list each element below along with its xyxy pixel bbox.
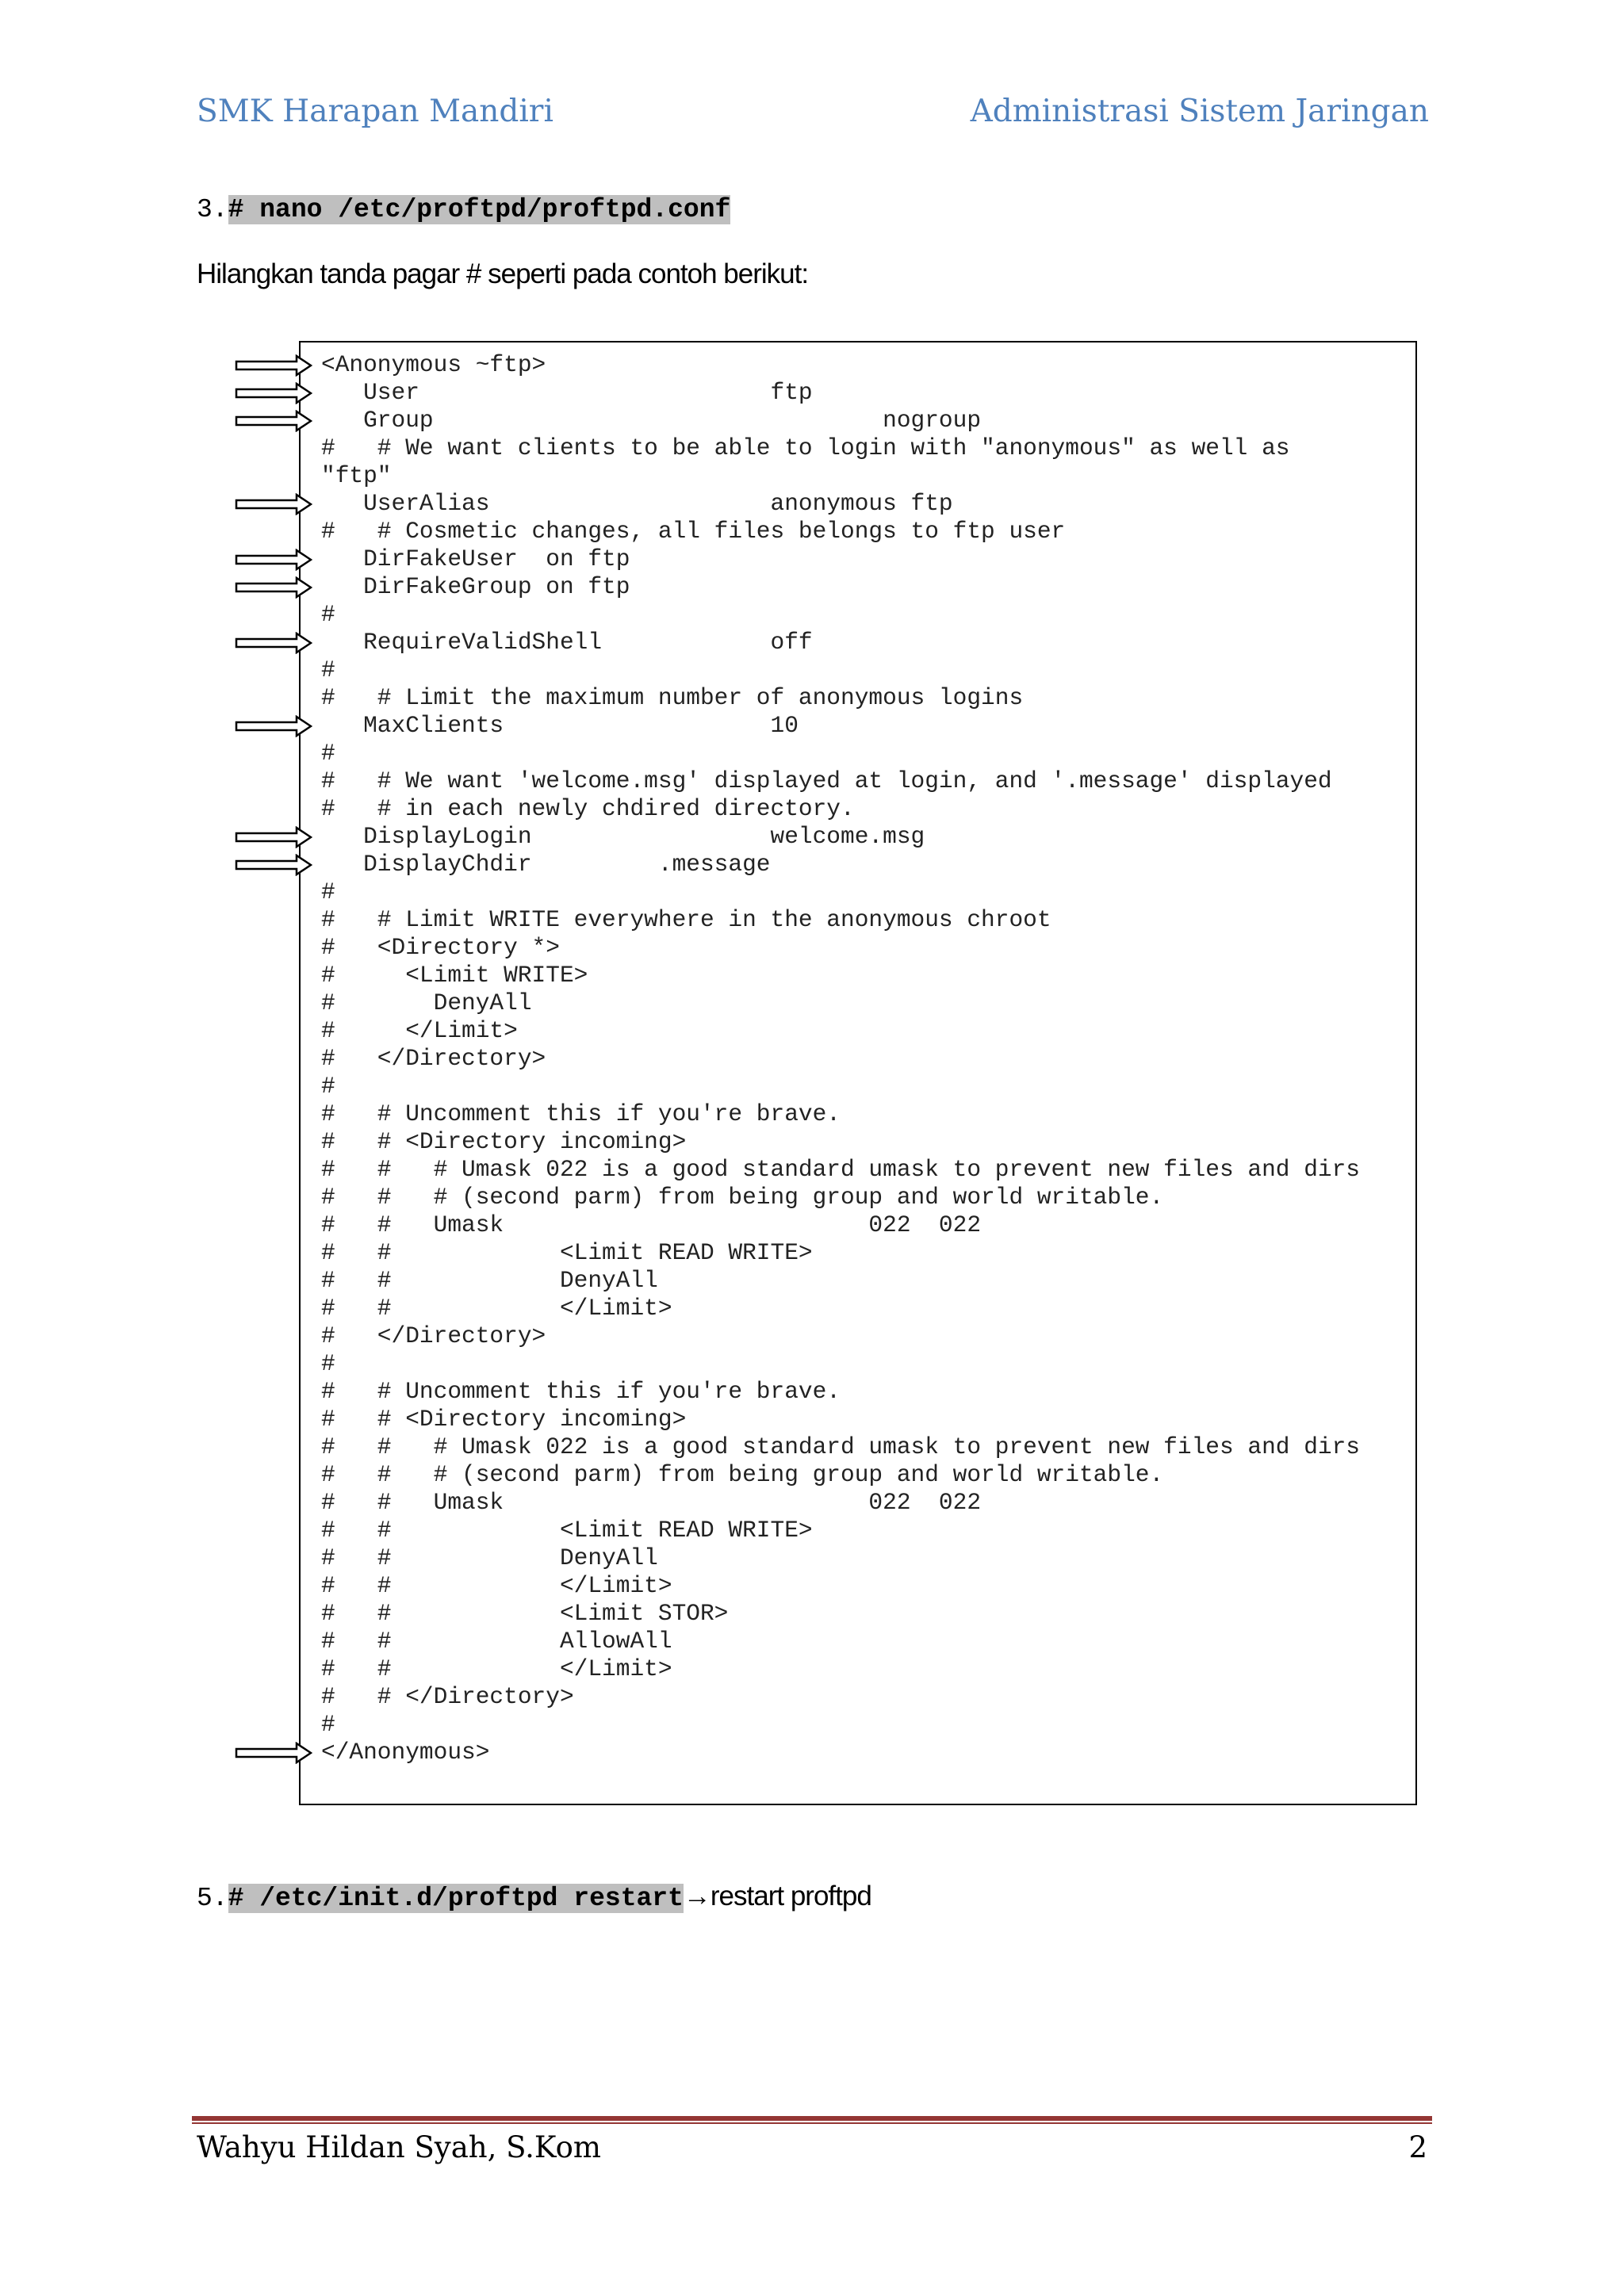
code-line: </Anonymous> xyxy=(321,1739,490,1766)
code-line: # # # (second parm) from being group and world writable. xyxy=(321,1461,1164,1488)
code-line: # # Umask 022 022 xyxy=(321,1489,982,1516)
header-subject: Administrasi Sistem Jaringan xyxy=(970,94,1429,129)
code-line: # </Limit> xyxy=(321,1017,518,1044)
arrow-right-icon xyxy=(235,493,312,515)
code-line: # xyxy=(321,1073,335,1100)
step-5-number: 5. xyxy=(197,1884,228,1913)
code-line: DirFakeUser on ftp xyxy=(321,545,630,572)
instruction-text: Hilangkan tanda pagar # seperti pada contoh berikut: xyxy=(197,258,809,289)
code-line: MaxClients 10 xyxy=(321,712,799,739)
code-line: # <Directory *> xyxy=(321,934,560,961)
code-line: # xyxy=(321,740,335,767)
step-5-command: # /etc/init.d/proftpd restart xyxy=(228,1884,684,1913)
code-line: "ftp" xyxy=(321,462,392,489)
code-line: # # Limit WRITE everywhere in the anonymous chroot xyxy=(321,906,1051,933)
code-line: # # </Limit> xyxy=(321,1572,672,1599)
code-line: # # <Directory incoming> xyxy=(321,1406,687,1433)
arrow-right-icon xyxy=(235,549,312,571)
code-line: # # </Limit> xyxy=(321,1295,672,1322)
code-line: # DenyAll xyxy=(321,989,532,1016)
footer-rule-thin xyxy=(192,2122,1432,2124)
code-line: # # </Limit> xyxy=(321,1655,672,1682)
footer-author: Wahyu Hildan Syah, S.Kom xyxy=(197,2130,601,2164)
arrow-right-icon xyxy=(235,576,312,599)
code-line: <Anonymous ~ftp> xyxy=(321,351,546,378)
code-line: # # </Directory> xyxy=(321,1683,574,1710)
code-line: # xyxy=(321,656,335,683)
code-line: # # DenyAll xyxy=(321,1544,658,1571)
code-line: # # <Directory incoming> xyxy=(321,1128,687,1155)
code-line: User ftp xyxy=(321,379,813,406)
arrow-right-icon xyxy=(235,632,312,654)
arrow-right-icon xyxy=(235,354,312,377)
code-line: # # <Limit READ WRITE> xyxy=(321,1517,813,1544)
code-line: # # DenyAll xyxy=(321,1267,658,1294)
code-line: DirFakeGroup on ftp xyxy=(321,573,630,600)
code-line: # xyxy=(321,1350,335,1377)
code-line: # # Uncomment this if you're brave. xyxy=(321,1378,841,1405)
code-line: # xyxy=(321,878,335,905)
footer-rule-thick xyxy=(192,2116,1432,2121)
header-school-name: SMK Harapan Mandiri xyxy=(197,94,553,129)
code-line: # </Directory> xyxy=(321,1322,546,1349)
code-line: # # AllowAll xyxy=(321,1628,672,1655)
code-line: # # <Limit STOR> xyxy=(321,1600,729,1627)
code-line: DisplayLogin welcome.msg xyxy=(321,823,925,850)
code-line: # </Directory> xyxy=(321,1045,546,1072)
code-line: # # Uncomment this if you're brave. xyxy=(321,1100,841,1127)
code-line: # xyxy=(321,1711,335,1738)
step-5-note: restart proftpd xyxy=(710,1881,871,1911)
code-line: # # in each newly chdired directory. xyxy=(321,795,855,822)
code-line: # # We want 'welcome.msg' displayed at login, and '.message' displayed xyxy=(321,767,1332,794)
arrow-right-icon xyxy=(235,854,312,876)
code-line: # # Cosmetic changes, all files belongs to ftp user xyxy=(321,518,1066,545)
arrow-right-icon xyxy=(235,715,312,737)
step-3-command: # nano /etc/proftpd/proftpd.conf xyxy=(228,195,731,224)
code-line: UserAlias anonymous ftp xyxy=(321,490,953,517)
page-number: 2 xyxy=(1408,2130,1427,2164)
code-line: # # # Umask 022 is a good standard umask to prevent new files and dirs xyxy=(321,1433,1361,1460)
arrow-right-icon xyxy=(235,826,312,848)
code-line: # # Limit the maximum number of anonymous logins xyxy=(321,684,1024,711)
code-line: # # <Limit READ WRITE> xyxy=(321,1239,813,1266)
code-line: # xyxy=(321,601,335,628)
arrow-right-icon xyxy=(235,1742,312,1764)
arrow-right-icon xyxy=(235,382,312,404)
code-line: # <Limit WRITE> xyxy=(321,962,588,989)
step-3-number: 3. xyxy=(197,195,228,224)
code-line: DisplayChdir .message xyxy=(321,851,771,878)
code-line: RequireValidShell off xyxy=(321,629,813,656)
arrow-right-icon: → xyxy=(683,1881,710,1911)
code-line: # # # Umask 022 is a good standard umask to prevent new files and dirs xyxy=(321,1156,1361,1183)
step-5-line xyxy=(197,1881,871,1913)
code-line: Group nogroup xyxy=(321,407,982,434)
step-3-line xyxy=(197,195,730,224)
arrow-right-icon xyxy=(235,410,312,432)
code-line: # # We want clients to be able to login with "anonymous" as well as xyxy=(321,434,1290,461)
code-line: # # # (second parm) from being group and world writable. xyxy=(321,1184,1164,1211)
code-line: # # Umask 022 022 xyxy=(321,1211,982,1238)
